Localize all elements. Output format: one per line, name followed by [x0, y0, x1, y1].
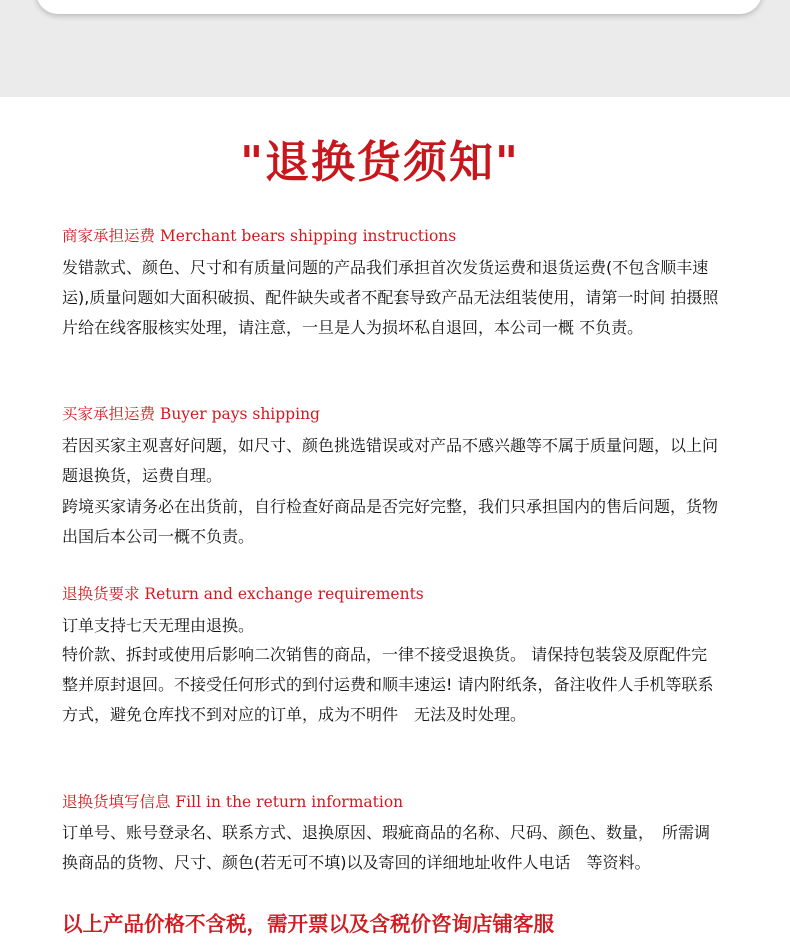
top-band — [0, 0, 790, 97]
section-heading-buyer: 买家承担运费 Buyer pays shipping — [62, 405, 320, 423]
section-heading-return-info: 退换货填写信息 Fill in the return information — [62, 793, 404, 811]
section-heading-return-requirements: 退换货要求 Return and exchange requirements — [62, 585, 424, 603]
section-heading-merchant: 商家承担运费 Merchant bears shipping instructions — [62, 227, 457, 245]
section-text-seven-day: 订单支持七天无理由退换。 — [62, 616, 255, 635]
section-text-buyer-crossborder: 跨境买家请务必在出货前，自行检查好商品是否完好完整，我们只承担国内的售后问题，货物出国后本公司一概不负责。 — [62, 497, 719, 546]
section-text-buyer: 若因买家主观喜好问题，如尺寸、颜色挑选错误或对产品不感兴趣等不属于质量问题，以上问题退换货，运费自理。 — [62, 436, 719, 485]
section-text-merchant: 发错款式、颜色、尺寸和有质量问题的产品我们承担首次发货运费和退货运费(不包含顺丰速运),质量问题如大面积破损、配件缺失或者不配套导致产品无法组装使用，请第一时间 拍摄照片给在线客服核实处理，请注意，一旦是人为损坏私自退回，本公司一概 不负责。 — [62, 258, 719, 337]
top-card — [36, 0, 762, 14]
page-title: "退换货须知" — [240, 137, 520, 188]
section-text-return-info: 订单号、账号登录名、联系方式、退换原因、瑕疵商品的名称、尺码、颜色、数量， 所需调换商品的货物、尺寸、颜色(若无可不填)以及寄回的详细地址收件人电话 等资料。 — [62, 823, 711, 872]
tax-invoice-note: 以上产品价格不含税，需开票以及含税价咨询店铺客服 — [62, 912, 554, 936]
section-text-return-rules: 特价款、拆封或使用后影响二次销售的商品，一律不接受退换货。 请保持包装袋及原配件完整并原封退回。不接受任何形式的到付运费和顺丰速运! 请内附纸条，备注收件人手机等联系方式，避免仓库找不到对应的订单，成为不明件 无法及时处理。 — [62, 645, 714, 724]
